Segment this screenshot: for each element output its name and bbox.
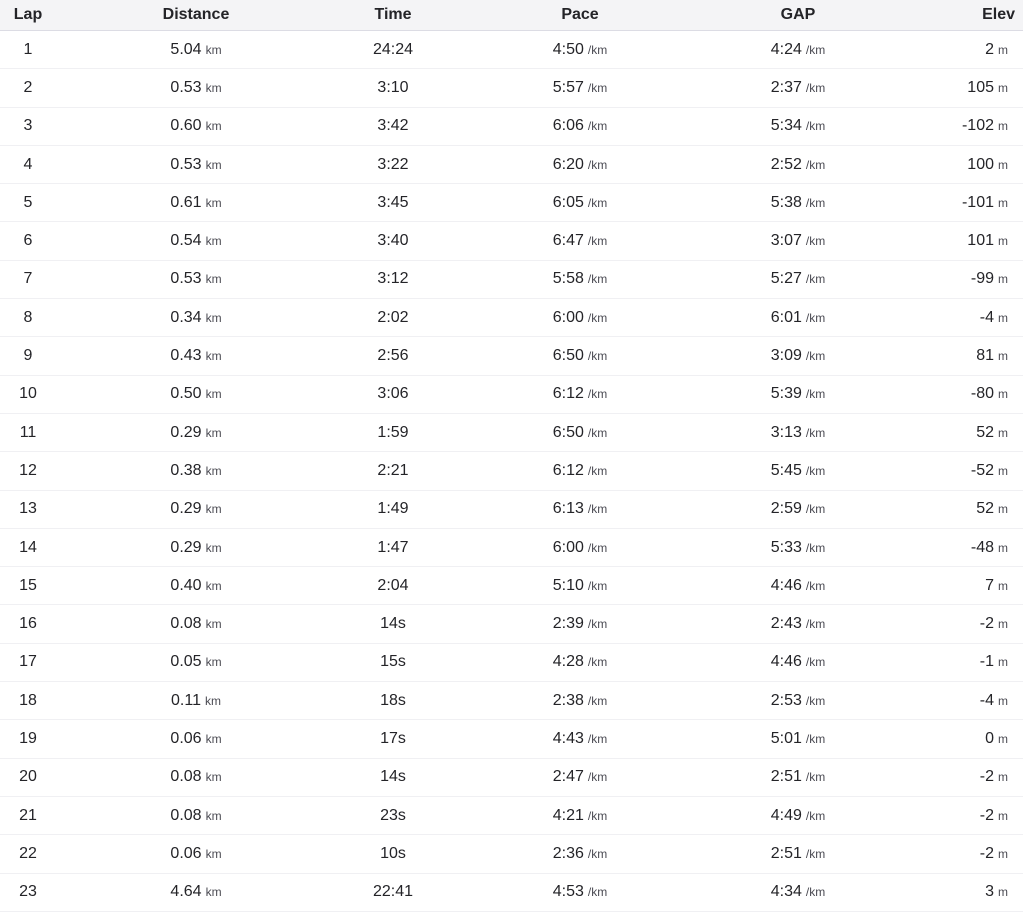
- gap-unit: /km: [805, 655, 826, 670]
- lap-number: 16: [19, 615, 37, 633]
- time-value: 3:12: [377, 270, 409, 288]
- gap-value: 5:34: [770, 117, 802, 135]
- gap-value: 2:52: [770, 155, 802, 173]
- elev-unit: m: [998, 693, 1008, 708]
- gap-unit: /km: [805, 234, 826, 249]
- distance-unit: km: [205, 80, 222, 95]
- distance-value: 0.06: [170, 844, 202, 862]
- gap-unit: /km: [805, 272, 826, 287]
- gap-unit: /km: [805, 195, 826, 210]
- pace-value: 4:53: [552, 883, 584, 901]
- time-value: 1:49: [377, 500, 409, 518]
- lap-number: 13: [19, 500, 37, 518]
- pace-value: 6:00: [552, 308, 584, 326]
- time-value: 1:47: [377, 538, 409, 556]
- pace-value: 6:20: [552, 155, 584, 173]
- time-value: 3:45: [377, 193, 409, 211]
- distance-unit: km: [205, 540, 222, 555]
- gap-value: 5:27: [770, 270, 802, 288]
- gap-value: 6:01: [770, 308, 802, 326]
- column-header-lap: Lap: [0, 0, 56, 31]
- time-value: 23s: [380, 806, 406, 824]
- elev-value: 101: [967, 232, 994, 250]
- gap-value: 4:34: [770, 883, 802, 901]
- time-value: 3:22: [377, 155, 409, 173]
- gap-value: 5:45: [770, 461, 802, 479]
- elev-unit: m: [998, 770, 1008, 785]
- gap-unit: /km: [805, 540, 826, 555]
- gap-value: 5:38: [770, 193, 802, 211]
- lap-number: 14: [19, 538, 37, 556]
- pace-value: 6:00: [552, 538, 584, 556]
- distance-unit: km: [205, 425, 222, 440]
- lap-number: 20: [19, 768, 37, 786]
- gap-unit: /km: [805, 42, 826, 57]
- gap-value: 5:39: [770, 385, 802, 403]
- pace-unit: /km: [587, 387, 608, 402]
- elev-unit: m: [998, 387, 1008, 402]
- pace-unit: /km: [587, 578, 608, 593]
- lap-row[interactable]: [0, 184, 1023, 222]
- distance-value: 0.29: [170, 538, 202, 556]
- elev-unit: m: [998, 310, 1008, 325]
- time-value: 3:42: [377, 117, 409, 135]
- pace-unit: /km: [587, 808, 608, 823]
- pace-unit: /km: [587, 693, 608, 708]
- pace-value: 2:38: [552, 691, 584, 709]
- gap-value: 4:46: [770, 653, 802, 671]
- gap-value: 2:53: [770, 691, 802, 709]
- time-value: 22:41: [372, 883, 414, 901]
- distance-value: 4.64: [170, 883, 202, 901]
- lap-row[interactable]: [0, 413, 1023, 451]
- pace-value: 5:10: [552, 576, 584, 594]
- time-value: 14s: [380, 615, 406, 633]
- pace-unit: /km: [587, 617, 608, 632]
- elev-unit: m: [998, 655, 1008, 670]
- lap-row[interactable]: [0, 222, 1023, 260]
- lap-number: 8: [23, 308, 33, 326]
- pace-value: 4:21: [552, 806, 584, 824]
- distance-value: 0.53: [170, 270, 202, 288]
- elev-unit: m: [998, 463, 1008, 478]
- time-value: 3:06: [377, 385, 409, 403]
- elev-unit: m: [998, 234, 1008, 249]
- lap-row[interactable]: [0, 720, 1023, 758]
- lap-row[interactable]: [0, 145, 1023, 183]
- pace-unit: /km: [587, 349, 608, 364]
- distance-unit: km: [205, 808, 222, 823]
- distance-value: 0.53: [170, 78, 202, 96]
- gap-value: 4:46: [770, 576, 802, 594]
- lap-row[interactable]: [0, 567, 1023, 605]
- gap-unit: /km: [805, 808, 826, 823]
- elev-value: 0: [985, 729, 994, 747]
- elev-value: -80: [970, 385, 994, 403]
- lap-row[interactable]: [0, 260, 1023, 298]
- pace-unit: /km: [587, 846, 608, 861]
- lap-row[interactable]: [0, 643, 1023, 681]
- pace-unit: /km: [587, 540, 608, 555]
- distance-value: 0.38: [170, 461, 202, 479]
- elev-unit: m: [998, 272, 1008, 287]
- distance-unit: km: [205, 846, 222, 861]
- pace-unit: /km: [587, 655, 608, 670]
- distance-unit: km: [205, 578, 222, 593]
- elev-value: -101: [961, 193, 994, 211]
- pace-value: 4:50: [552, 40, 584, 58]
- elev-value: -4: [979, 691, 994, 709]
- gap-unit: /km: [805, 846, 826, 861]
- pace-value: 6:12: [552, 461, 584, 479]
- time-value: 14s: [380, 768, 406, 786]
- lap-number: 9: [23, 347, 33, 365]
- gap-unit: /km: [805, 617, 826, 632]
- gap-value: 2:37: [770, 78, 802, 96]
- elev-unit: m: [998, 731, 1008, 746]
- lap-number: 23: [19, 883, 37, 901]
- lap-row[interactable]: [0, 796, 1023, 834]
- lap-number: 22: [19, 844, 37, 862]
- elev-unit: m: [998, 157, 1008, 172]
- elev-value: -2: [979, 844, 994, 862]
- column-header-gap: GAP: [710, 0, 886, 31]
- elev-value: 3: [985, 883, 994, 901]
- distance-value: 0.08: [170, 615, 202, 633]
- elev-value: 52: [976, 423, 994, 441]
- lap-number: 7: [23, 270, 33, 288]
- distance-value: 0.40: [170, 576, 202, 594]
- elev-value: 81: [976, 347, 994, 365]
- lap-row[interactable]: [0, 69, 1023, 107]
- time-value: 1:59: [377, 423, 409, 441]
- pace-value: 6:47: [552, 232, 584, 250]
- lap-row[interactable]: [0, 528, 1023, 566]
- pace-unit: /km: [587, 770, 608, 785]
- elev-value: -1: [979, 653, 994, 671]
- elev-value: -99: [970, 270, 994, 288]
- lap-number: 4: [23, 155, 33, 173]
- lap-row[interactable]: [0, 758, 1023, 796]
- lap-number: 18: [19, 691, 37, 709]
- gap-unit: /km: [805, 425, 826, 440]
- column-header-distance: Distance: [56, 0, 336, 31]
- pace-value: 4:43: [552, 729, 584, 747]
- elev-unit: m: [998, 578, 1008, 593]
- pace-value: 6:50: [552, 347, 584, 365]
- lap-number: 5: [23, 193, 33, 211]
- pace-unit: /km: [587, 234, 608, 249]
- elev-value: 2: [985, 40, 994, 58]
- gap-value: 3:07: [770, 232, 802, 250]
- elev-value: 105: [967, 78, 994, 96]
- pace-unit: /km: [587, 119, 608, 134]
- distance-value: 0.61: [170, 193, 202, 211]
- time-value: 3:40: [377, 232, 409, 250]
- distance-unit: km: [205, 234, 222, 249]
- elev-value: -52: [970, 461, 994, 479]
- pace-unit: /km: [587, 731, 608, 746]
- lap-number: 17: [19, 653, 37, 671]
- distance-unit: km: [205, 157, 222, 172]
- lap-row[interactable]: [0, 835, 1023, 873]
- elev-unit: m: [998, 349, 1008, 364]
- elev-value: 7: [985, 576, 994, 594]
- pace-value: 2:47: [552, 768, 584, 786]
- distance-value: 0.53: [170, 155, 202, 173]
- pace-unit: /km: [587, 272, 608, 287]
- time-value: 2:56: [377, 347, 409, 365]
- lap-number: 3: [23, 117, 33, 135]
- distance-value: 0.08: [170, 768, 202, 786]
- pace-value: 4:28: [552, 653, 584, 671]
- elev-value: -2: [979, 806, 994, 824]
- gap-value: 4:49: [770, 806, 802, 824]
- gap-unit: /km: [805, 349, 826, 364]
- pace-value: 6:13: [552, 500, 584, 518]
- pace-value: 6:50: [552, 423, 584, 441]
- lap-number: 10: [19, 385, 37, 403]
- distance-value: 5.04: [170, 40, 202, 58]
- elev-unit: m: [998, 195, 1008, 210]
- gap-unit: /km: [805, 885, 826, 900]
- pace-unit: /km: [587, 885, 608, 900]
- pace-value: 6:05: [552, 193, 584, 211]
- column-header-pace: Pace: [450, 0, 710, 31]
- elev-unit: m: [998, 42, 1008, 57]
- lap-row[interactable]: [0, 605, 1023, 643]
- lap-number: 12: [19, 461, 37, 479]
- lap-row[interactable]: [0, 337, 1023, 375]
- lap-number: 11: [19, 423, 37, 441]
- lap-row[interactable]: [0, 452, 1023, 490]
- gap-value: 5:01: [770, 729, 802, 747]
- distance-unit: km: [205, 502, 222, 517]
- lap-number: 1: [23, 40, 33, 58]
- lap-row[interactable]: [0, 490, 1023, 528]
- elev-value: -2: [979, 615, 994, 633]
- pace-unit: /km: [587, 80, 608, 95]
- lap-row[interactable]: [0, 299, 1023, 337]
- distance-unit: km: [205, 349, 222, 364]
- pace-unit: /km: [587, 463, 608, 478]
- elev-value: -2: [979, 768, 994, 786]
- elev-value: -48: [970, 538, 994, 556]
- distance-unit: km: [205, 387, 222, 402]
- elev-unit: m: [998, 808, 1008, 823]
- distance-value: 0.54: [170, 232, 202, 250]
- elev-unit: m: [998, 846, 1008, 861]
- elev-value: 52: [976, 500, 994, 518]
- pace-unit: /km: [587, 195, 608, 210]
- elev-unit: m: [998, 425, 1008, 440]
- elev-unit: m: [998, 119, 1008, 134]
- distance-unit: km: [205, 731, 222, 746]
- gap-unit: /km: [805, 770, 826, 785]
- distance-unit: km: [205, 617, 222, 632]
- time-value: 2:21: [377, 461, 409, 479]
- distance-unit: km: [205, 195, 222, 210]
- distance-value: 0.06: [170, 729, 202, 747]
- gap-value: 3:09: [770, 347, 802, 365]
- elev-unit: m: [998, 502, 1008, 517]
- distance-value: 0.60: [170, 117, 202, 135]
- gap-unit: /km: [805, 502, 826, 517]
- gap-value: 5:33: [770, 538, 802, 556]
- pace-unit: /km: [587, 157, 608, 172]
- distance-unit: km: [205, 463, 222, 478]
- elev-unit: m: [998, 540, 1008, 555]
- elev-unit: m: [998, 617, 1008, 632]
- lap-number: 2: [23, 78, 33, 96]
- lap-row[interactable]: [0, 375, 1023, 413]
- time-value: 10s: [380, 844, 406, 862]
- lap-row[interactable]: [0, 682, 1023, 720]
- gap-value: 4:24: [770, 40, 802, 58]
- pace-unit: /km: [587, 502, 608, 517]
- pace-value: 5:57: [552, 78, 584, 96]
- gap-value: 2:59: [770, 500, 802, 518]
- gap-unit: /km: [805, 578, 826, 593]
- gap-unit: /km: [805, 693, 826, 708]
- gap-unit: /km: [805, 463, 826, 478]
- gap-unit: /km: [805, 731, 826, 746]
- time-value: 2:02: [377, 308, 409, 326]
- distance-unit: km: [204, 693, 221, 708]
- gap-value: 3:13: [770, 423, 802, 441]
- distance-unit: km: [205, 885, 222, 900]
- gap-unit: /km: [805, 310, 826, 325]
- gap-unit: /km: [805, 119, 826, 134]
- time-value: 18s: [380, 691, 406, 709]
- laps-table-body: [0, 31, 1023, 912]
- lap-row[interactable]: [0, 873, 1023, 911]
- gap-unit: /km: [805, 387, 826, 402]
- elev-unit: m: [998, 80, 1008, 95]
- distance-value: 0.43: [170, 347, 202, 365]
- lap-number: 6: [23, 232, 33, 250]
- elev-unit: m: [998, 885, 1008, 900]
- pace-unit: /km: [587, 42, 608, 57]
- distance-unit: km: [205, 272, 222, 287]
- lap-number: 21: [19, 806, 37, 824]
- distance-value: 0.29: [170, 500, 202, 518]
- distance-unit: km: [205, 42, 222, 57]
- pace-value: 5:58: [552, 270, 584, 288]
- pace-value: 2:39: [552, 615, 584, 633]
- laps-table-header: [0, 0, 1023, 31]
- column-header-elev: Elev: [886, 0, 1023, 31]
- time-value: 24:24: [372, 40, 414, 58]
- distance-value: 0.29: [170, 423, 202, 441]
- distance-unit: km: [205, 770, 222, 785]
- pace-value: 6:12: [552, 385, 584, 403]
- time-value: 15s: [380, 653, 406, 671]
- time-value: 17s: [380, 729, 406, 747]
- pace-value: 2:36: [552, 844, 584, 862]
- time-value: 2:04: [377, 576, 409, 594]
- gap-unit: /km: [805, 80, 826, 95]
- distance-unit: km: [205, 310, 222, 325]
- pace-unit: /km: [587, 310, 608, 325]
- elev-value: -102: [961, 117, 994, 135]
- distance-value: 0.05: [170, 653, 202, 671]
- distance-value: 0.34: [170, 308, 202, 326]
- lap-number: 15: [19, 576, 37, 594]
- pace-unit: /km: [587, 425, 608, 440]
- distance-unit: km: [205, 119, 222, 134]
- column-header-time: Time: [336, 0, 450, 31]
- lap-number: 19: [19, 729, 37, 747]
- distance-value: 0.11: [171, 691, 201, 709]
- elev-value: -4: [979, 308, 994, 326]
- elev-value: 100: [967, 155, 994, 173]
- distance-value: 0.08: [170, 806, 202, 824]
- lap-row[interactable]: [0, 31, 1023, 69]
- lap-row[interactable]: [0, 107, 1023, 145]
- gap-value: 2:43: [770, 615, 802, 633]
- gap-value: 2:51: [770, 768, 802, 786]
- gap-value: 2:51: [770, 844, 802, 862]
- gap-unit: /km: [805, 157, 826, 172]
- time-value: 3:10: [377, 78, 409, 96]
- distance-unit: km: [205, 655, 222, 670]
- distance-value: 0.50: [170, 385, 202, 403]
- pace-value: 6:06: [552, 117, 584, 135]
